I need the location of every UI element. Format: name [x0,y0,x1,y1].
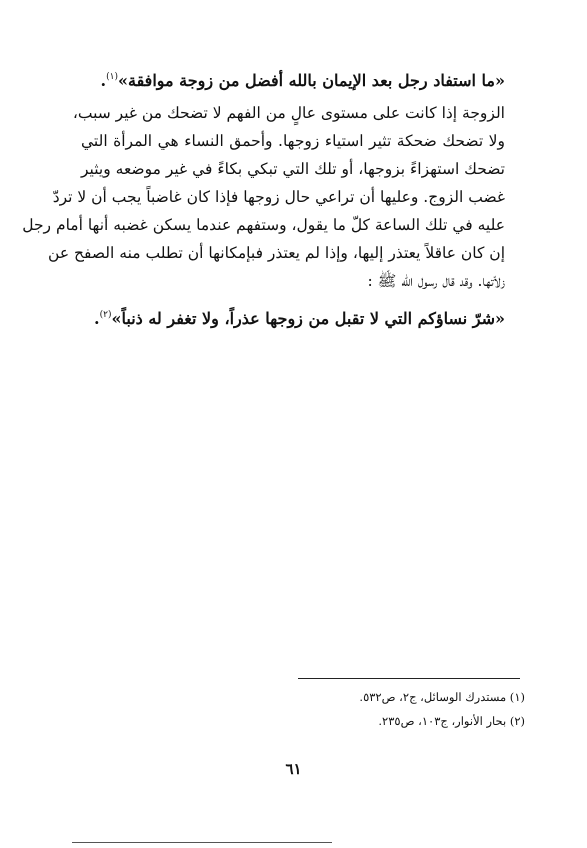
hadith-quote [81,300,505,330]
footnote-2: (٢) بحار الأنوار، ج١٠٣، ص٢٣٥. [378,714,525,728]
paragraph-line-4: غضب الزوج. وعليها أن تراعي حال زوجها فإذا كان غاضباً يجب أن لا تردّ [52,188,505,206]
paragraph-line-3: تضحك استهزاءً بزوجها، أو تلك التي تبكي بكاءً في غير موضعه ويثير [81,160,505,178]
footnote-ref-2: (٢) [99,310,112,320]
heading-quote [81,62,505,92]
hadith-quote-period: . [94,309,100,328]
paragraph-line-5: عليه في تلك الساعة كلّ ما يقول، وستفهم عندما يسكن غضبه أنها أمام رجل [22,216,505,234]
paragraph-line-1: الزوجة إذا كانت على مستوى عالٍ من الفهم لا تضحك من غير سبب، [72,104,505,122]
footnote-1: (١) مستدرك الوسائل، ج٢، ص٥٣٢. [359,690,525,704]
paragraph-line-6: إن كان عاقلاً يعتذر إليها، وإذا لم يعتذر فبإمكانها أن تطلب منه الصفح عن [48,244,505,262]
heading-quote-text: «ما استفاد رجل بعد الإيمان بالله أفضل من زوجة موافقة» [118,71,505,90]
heading-quote-period: . [100,71,107,90]
paragraph-line-7: زلاّتها. وقد قال رسول الله ﷺ : [367,272,505,290]
hadith-quote-text: «شرّ نساؤكم التي لا تقبل من زوجها عذراً، ولا تغفر له ذنباً» [111,309,505,328]
footnote-ref-1: (١) [106,72,118,82]
paragraph-line-2: ولا تضحك ضحكة تثير استياء زوجها. وأحمق النساء هي المرأة التي [81,132,505,150]
page-number: ٦١ [285,760,302,778]
footnote-separator [298,678,520,679]
bottom-border-line [72,842,332,843]
